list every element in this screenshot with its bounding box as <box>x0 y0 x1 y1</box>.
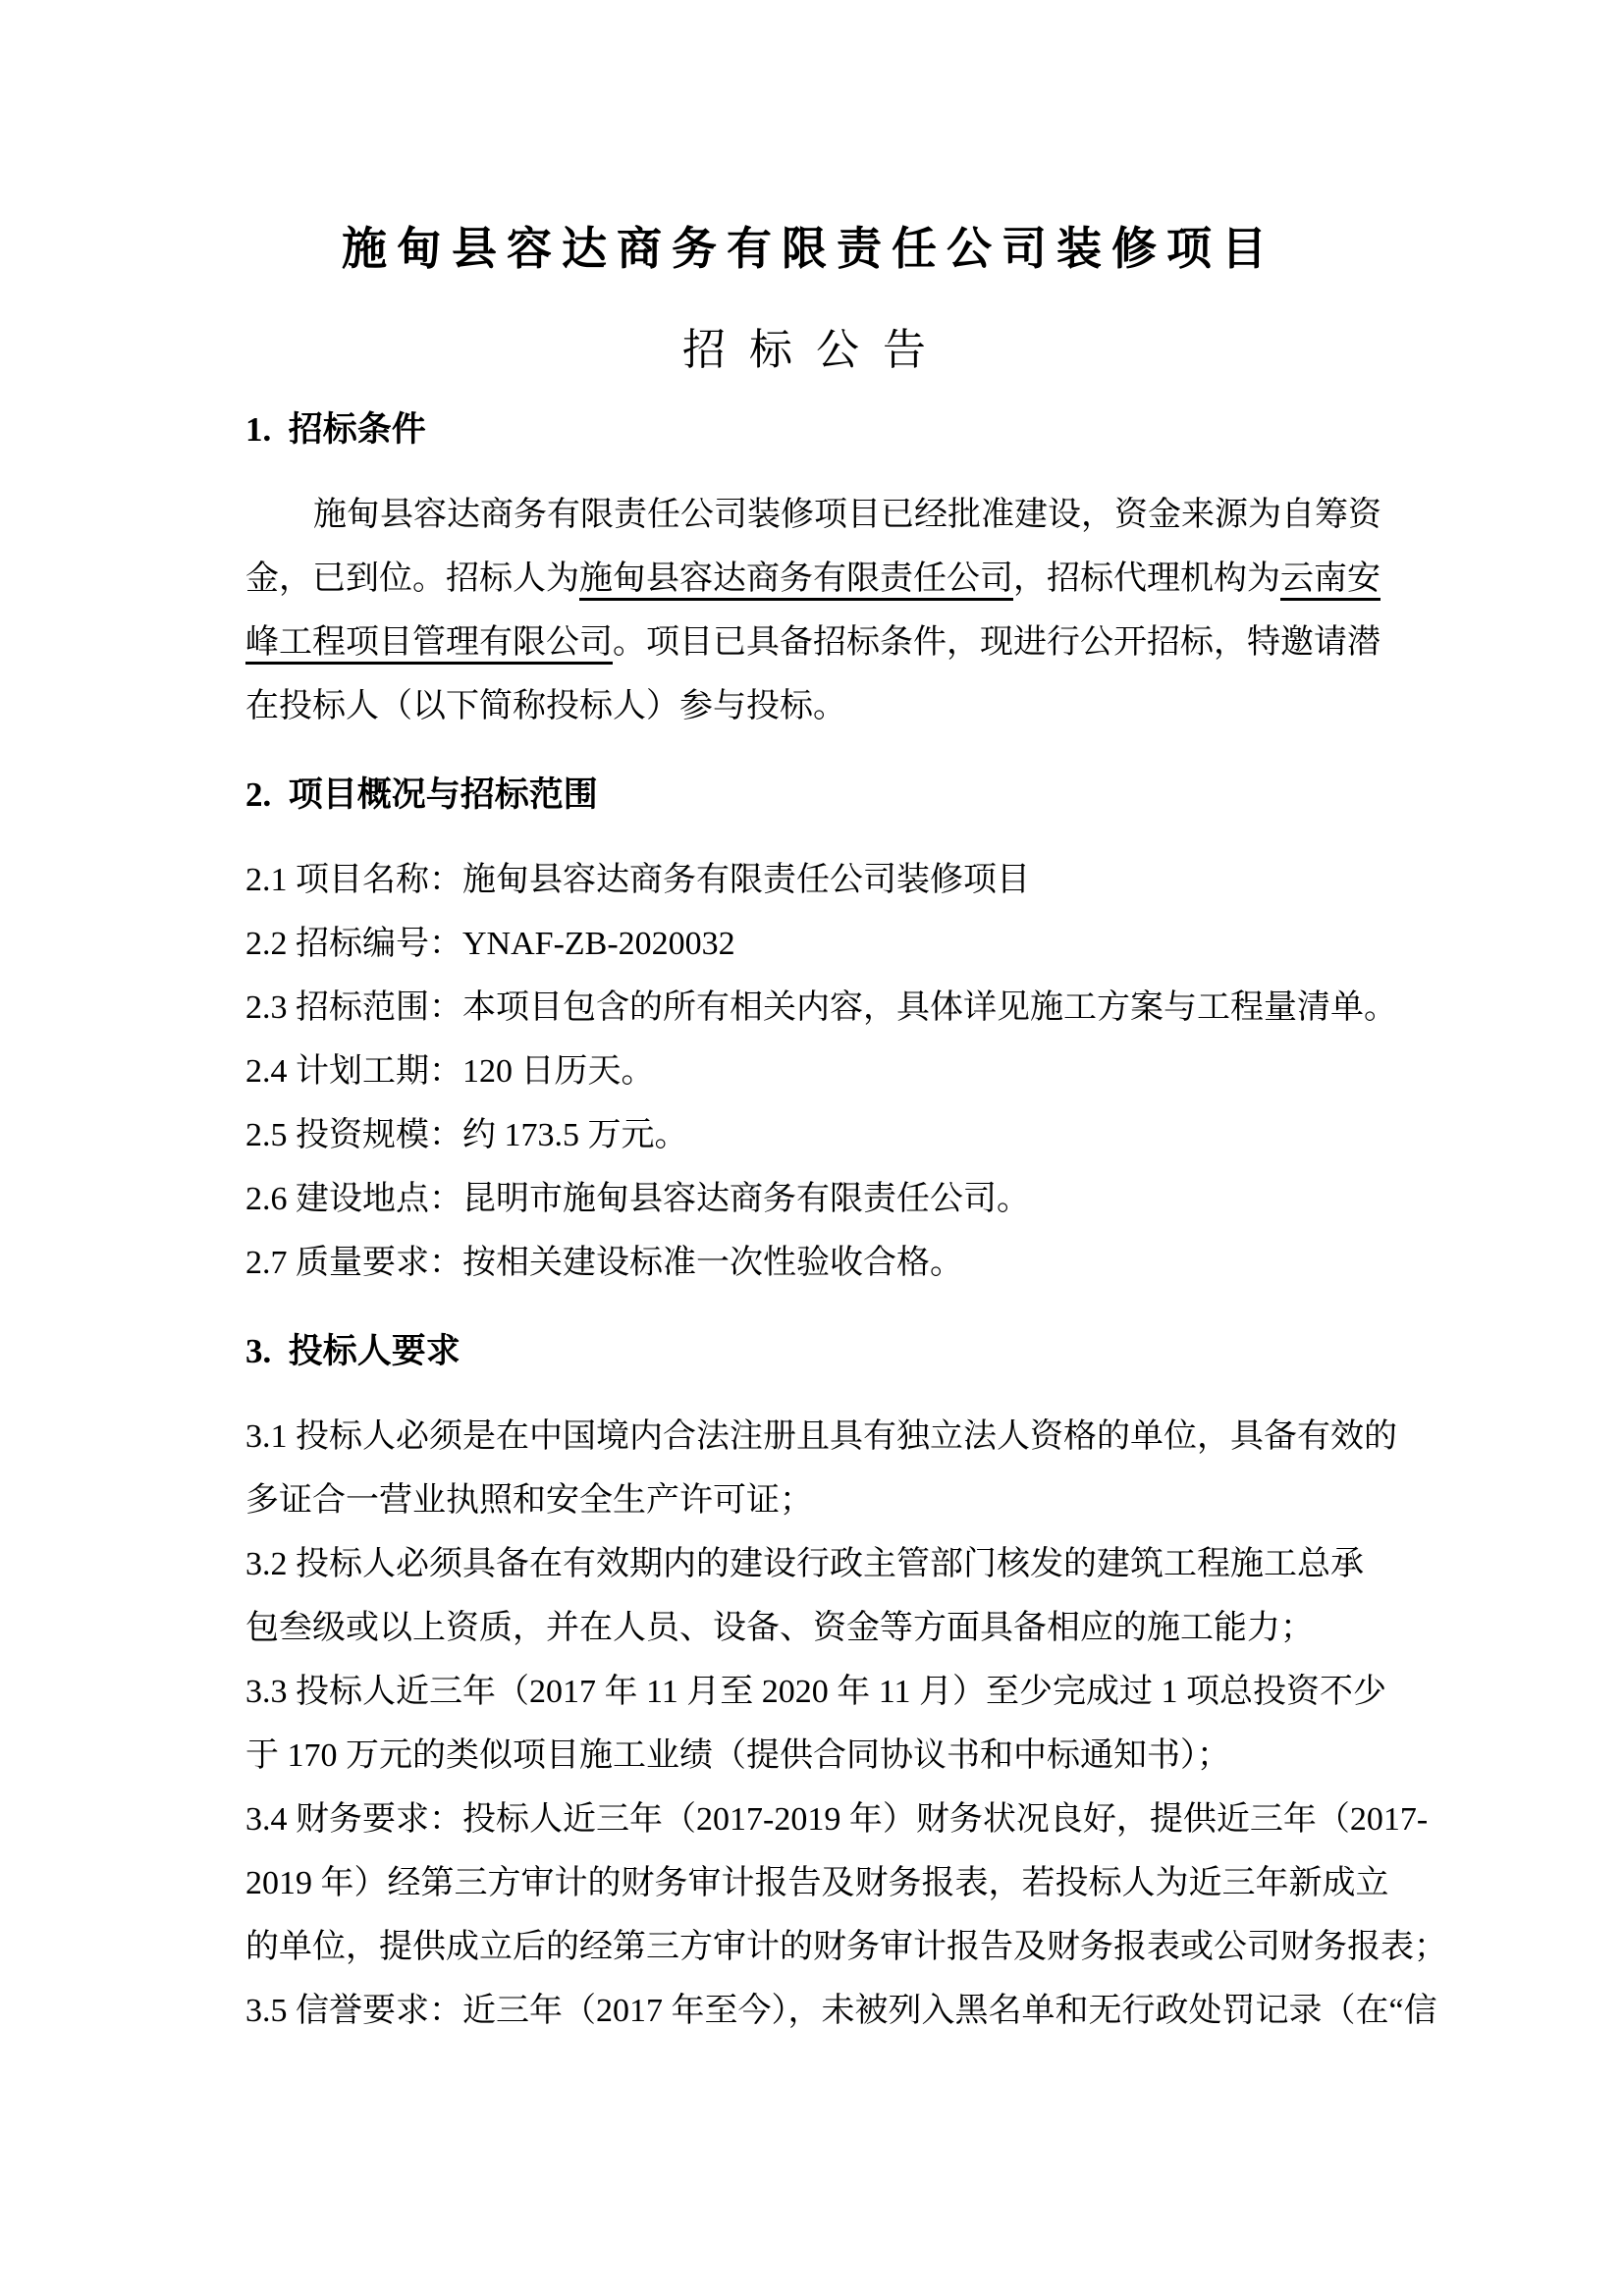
text-line <box>245 1231 1363 1295</box>
text-segment: 金，已到位。招标人为 <box>245 561 579 597</box>
text-segment: 于 170 万元的类似项目施工业绩（提供合同协议书和中标通知书）； <box>245 1737 1230 1774</box>
text-segment: 2.6 建设地点：昆明市施甸县容达商务有限责任公司。 <box>245 1181 1030 1217</box>
text-line <box>245 1851 1389 1915</box>
document-body <box>245 410 1447 2043</box>
underlined-text: 峰工程项目管理有限公司 <box>245 624 613 665</box>
text-segment: 3.3 投标人近三年（2017 年 11 月至 2020 年 11 月）至少完成过 1 项总投资不少 <box>245 1674 1386 1710</box>
text-segment: 2.1 项目名称：施甸县容达商务有限责任公司装修项目 <box>245 862 1030 898</box>
text-segment: 施甸县容达商务有限责任公司装修项目已经批准建设，资金来源为自筹资 <box>313 497 1381 533</box>
text-segment: 多证合一营业执照和安全生产许可证； <box>245 1482 813 1519</box>
text-line <box>245 1596 1363 1660</box>
text-line <box>245 1724 1363 1788</box>
text-line <box>245 1468 1363 1532</box>
text-line <box>245 611 1380 674</box>
text-line <box>245 848 1363 912</box>
text-line <box>245 674 1363 738</box>
text-segment: 2.7 质量要求：按相关建设标准一次性验收合格。 <box>245 1245 963 1281</box>
text-segment: 3.5 信誉要求：近三年（2017 年至今），未被列入黑名单和无行政处罚记录（在“信 <box>245 1993 1437 2029</box>
text-line <box>245 1915 1447 1979</box>
section-heading: 1. 招标条件 <box>245 410 426 449</box>
text-line <box>245 1532 1363 1596</box>
text-segment: 2.3 招标范围：本项目包含的所有相关内容，具体详见施工方案与工程量清单。 <box>245 989 1397 1026</box>
text-line <box>245 1405 1397 1468</box>
text-segment: 在投标人（以下简称投标人）参与投标。 <box>245 688 846 724</box>
document-title: 施甸县容达商务有限责任公司装修项目 <box>342 224 1276 274</box>
text-segment: 3.4 财务要求：投标人近三年（2017-2019 年）财务状况良好，提供近三年（2017- <box>245 1801 1429 1838</box>
text-line <box>245 547 1380 611</box>
text-line <box>245 1040 1363 1103</box>
text-segment: 2019 年）经第三方审计的财务审计报告及财务报表，若投标人为近三年新成立 <box>245 1865 1389 1901</box>
underlined-text: 施甸县容达商务有限责任公司 <box>579 561 1013 601</box>
text-segment: 3.1 投标人必须是在中国境内合法注册且具有独立法人资格的单位，具备有效的 <box>245 1418 1397 1455</box>
text-line <box>245 1788 1429 1851</box>
text-line <box>245 1660 1386 1724</box>
text-segment: 2.2 招标编号：YNAF-ZB-2020032 <box>245 926 735 962</box>
text-segment: 2.4 计划工期：120 日历天。 <box>245 1053 655 1090</box>
text-line <box>245 976 1397 1040</box>
text-segment: 的单位，提供成立后的经第三方审计的财务审计报告及财务报表或公司财务报表； <box>245 1929 1447 1965</box>
text-line <box>245 1103 1363 1167</box>
underlined-text: 云南安 <box>1280 561 1380 601</box>
text-line <box>245 912 1363 976</box>
text-segment: 3.2 投标人必须具备在有效期内的建设行政主管部门核发的建筑工程施工总承 <box>245 1546 1364 1582</box>
document-subtitle: 招标公告 <box>682 326 949 374</box>
text-segment: ，招标代理机构为 <box>1013 561 1280 597</box>
text-segment: 。项目已具备招标条件，现进行公开招标，特邀请潜 <box>613 624 1380 661</box>
section-heading: 3. 投标人要求 <box>245 1332 460 1370</box>
text-line <box>245 1979 1437 2043</box>
text-segment: 2.5 投资规模：约 173.5 万元。 <box>245 1117 688 1153</box>
text-line <box>245 483 1381 547</box>
section-heading: 2. 项目概况与招标范围 <box>245 775 598 814</box>
text-line <box>245 1167 1363 1231</box>
text-segment: 包叁级或以上资质，并在人员、设备、资金等方面具备相应的施工能力； <box>245 1610 1314 1646</box>
